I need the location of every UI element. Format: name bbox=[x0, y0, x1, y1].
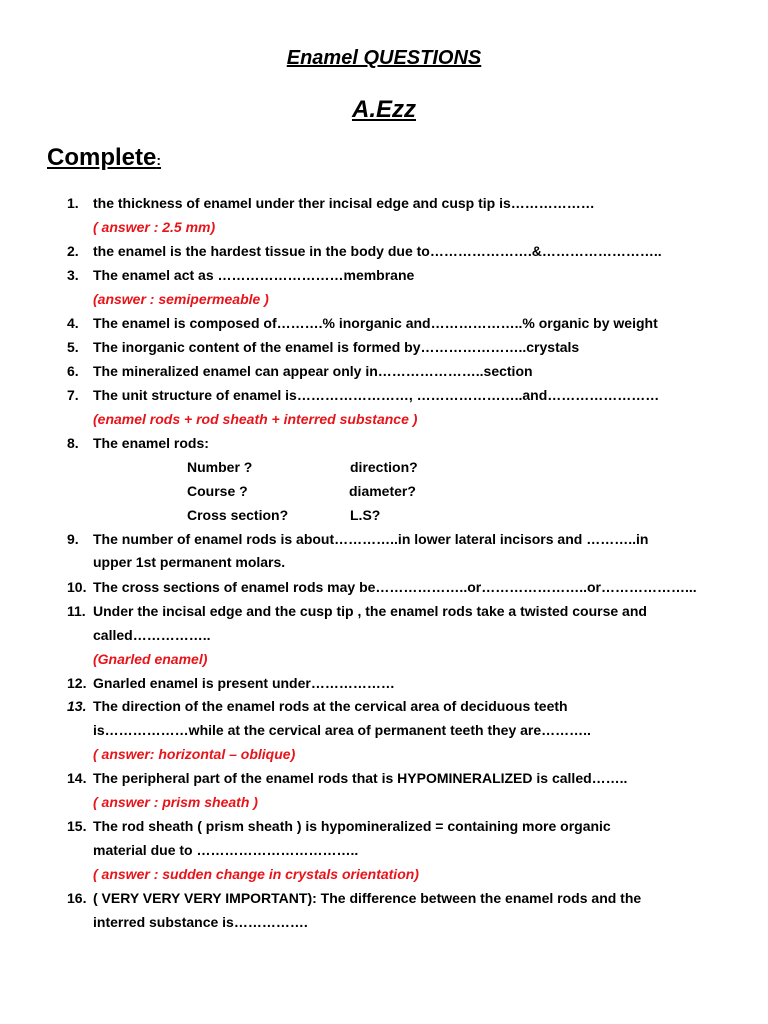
question-text: The peripheral part of the enamel rods that is HYPOMINERALIZED is called…….. bbox=[93, 770, 628, 786]
question-text: The enamel is composed of……….% inorganic and………………..% organic by weight bbox=[93, 315, 658, 331]
answer-text: ( answer: horizontal – oblique) bbox=[93, 746, 296, 762]
rod-property-label: diameter? bbox=[349, 483, 416, 499]
question-text: Under the incisal edge and the cusp tip , the enamel rods take a twisted course and bbox=[93, 603, 647, 619]
rod-property-label: Course ? bbox=[187, 483, 248, 499]
rod-property-label: direction? bbox=[350, 459, 418, 475]
question-text: The mineralized enamel can appear only in…………………..section bbox=[93, 363, 533, 379]
question-number: 3. bbox=[67, 267, 79, 283]
question-text-continued: material due to …………………………….. bbox=[93, 842, 359, 858]
question-text: The enamel act as ………………………membrane bbox=[93, 267, 415, 283]
question-text: The cross sections of enamel rods may be………………..or…………………..or………………... bbox=[93, 579, 697, 595]
answer-text: (enamel rods + rod sheath + interred substance ) bbox=[93, 411, 418, 427]
answer-text: (Gnarled enamel) bbox=[93, 651, 208, 667]
answer-text: ( answer : 2.5 mm) bbox=[93, 219, 216, 235]
rod-property-label: Cross section? bbox=[187, 507, 289, 523]
rod-property-label: L.S? bbox=[350, 507, 381, 523]
question-number: 2. bbox=[67, 243, 79, 259]
question-text-continued: upper 1st permanent molars. bbox=[93, 554, 286, 570]
question-number: 1. bbox=[67, 195, 79, 211]
question-text: The inorganic content of the enamel is formed by…………………..crystals bbox=[93, 339, 580, 355]
answer-text: ( answer : prism sheath ) bbox=[93, 794, 258, 810]
question-text: the thickness of enamel under ther incisal edge and cusp tip is……………… bbox=[93, 195, 595, 211]
answer-text: ( answer : sudden change in crystals orientation) bbox=[93, 866, 419, 882]
question-number: 7. bbox=[67, 387, 79, 403]
question-number: 6. bbox=[67, 363, 79, 379]
question-number: 8. bbox=[67, 435, 79, 451]
question-number: 11. bbox=[67, 603, 86, 619]
section-heading bbox=[47, 144, 161, 172]
question-text: ( VERY VERY VERY IMPORTANT): The difference between the enamel rods and the bbox=[93, 890, 642, 906]
question-number: 5. bbox=[67, 339, 79, 355]
question-number: 9. bbox=[67, 531, 79, 547]
question-text: The number of enamel rods is about…………..in lower lateral incisors and ………..in bbox=[93, 531, 649, 547]
question-text-continued: called…………….. bbox=[93, 627, 211, 643]
document-title: Enamel QUESTIONS bbox=[286, 47, 482, 69]
question-text-continued: interred substance is……………. bbox=[93, 914, 308, 930]
question-text: Gnarled enamel is present under……………… bbox=[93, 675, 395, 691]
question-number: 10. bbox=[67, 579, 87, 595]
question-number: 15. bbox=[67, 818, 87, 834]
section-heading-text: Complete bbox=[47, 144, 157, 171]
document-author: A.Ezz bbox=[351, 96, 416, 123]
section-heading-colon: : bbox=[156, 152, 162, 168]
question-text-continued: is………………while at the cervical area of permanent teeth they are……….. bbox=[93, 722, 591, 738]
question-number: 14. bbox=[67, 770, 87, 786]
question-text: the enamel is the hardest tissue in the body due to………………….&…………………….. bbox=[93, 243, 662, 259]
question-number: 12. bbox=[67, 675, 87, 691]
question-number: 13. bbox=[67, 698, 87, 714]
question-number: 4. bbox=[67, 315, 79, 331]
rod-property-label: Number ? bbox=[187, 459, 253, 475]
question-text: The enamel rods: bbox=[93, 435, 209, 451]
question-text: The rod sheath ( prism sheath ) is hypomineralized = containing more organic bbox=[93, 818, 611, 834]
question-text: The unit structure of enamel is……………………, …………………..and…………………… bbox=[93, 387, 660, 403]
question-text: The direction of the enamel rods at the cervical area of deciduous teeth bbox=[93, 698, 568, 714]
answer-text: (answer : semipermeable ) bbox=[93, 291, 269, 307]
question-number: 16. bbox=[67, 890, 87, 906]
